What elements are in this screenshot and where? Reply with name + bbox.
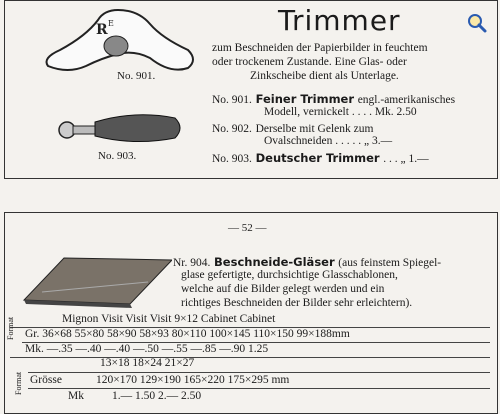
item-904-desc-1: (aus feinstem Spiegel- — [338, 257, 442, 269]
glass-plate-illustration — [22, 252, 172, 310]
item-902-no: No. 902. — [212, 123, 252, 135]
trimmer-901-illustration — [38, 6, 198, 76]
row-groesse: 120×170 129×190 165×220 175×295 mm — [96, 374, 290, 386]
magnifier-icon[interactable] — [466, 12, 488, 34]
item-904-no: Nr. 904. — [173, 257, 211, 269]
fig-901-caption: No. 901. — [117, 70, 156, 82]
item-901-line2: Modell, vernickelt . . . . Mk. 2.50 — [264, 106, 417, 118]
row-extra-formats: 13×18 18×24 21×27 — [100, 357, 195, 369]
format-label-1: Format — [6, 316, 15, 340]
item-902 — [212, 121, 373, 135]
item-903-name: Deutscher Trimmer — [255, 151, 380, 165]
item-903-no: No. 903. — [212, 153, 252, 165]
item-901 — [212, 92, 455, 106]
item-904-desc-4: richtiges Beschneiden der Bilder sehr erleichtern). — [181, 297, 413, 309]
row-mk-rule — [10, 357, 490, 358]
svg-text:R: R — [96, 22, 108, 38]
intro-line-2: oder trockenem Zustande. Eine Glas- oder — [212, 56, 407, 68]
item-902-rest: Derselbe mit Gelenk zum — [255, 123, 374, 135]
item-903 — [212, 151, 429, 165]
row-groesse-rule — [28, 388, 490, 389]
page-title: Trimmer — [278, 4, 401, 37]
item-901-no: No. 901. — [212, 94, 252, 106]
item-901-rest: engl.-amerikanisches — [357, 94, 456, 106]
format-label-2: Format — [14, 371, 23, 395]
intro-line-3: Zinkscheibe dient als Unterlage. — [250, 70, 399, 82]
item-904-desc-2: glase gefertigte, durchsichtige Glasschablonen, — [181, 269, 398, 281]
item-904-name: Beschneide-Gläser — [214, 255, 335, 269]
row-mk2-label: Mk — [68, 390, 84, 402]
page-number: — 52 — — [228, 222, 267, 234]
row-gr: Gr. 36×68 55×80 58×90 58×93 80×110 100×145 110×150 99×188mm — [25, 328, 350, 340]
fig-903-caption: No. 903. — [98, 150, 137, 162]
item-903-rest: . . . „ 1.— — [383, 153, 429, 165]
item-904 — [173, 255, 441, 269]
svg-text:E: E — [108, 19, 114, 28]
item-902-line2: Ovalschneiden . . . . . „ 3.— — [264, 135, 393, 147]
intro-line-1: zum Beschneiden der Papierbilder in feuchtem — [212, 42, 428, 54]
row-extra-rule — [28, 372, 490, 373]
trimmer-903-illustration — [55, 108, 185, 148]
item-901-name: Feiner Trimmer — [255, 92, 355, 106]
row-mk2: 1.— 1.50 2.— 2.50 — [112, 390, 202, 402]
column-heads: Mignon Visit Visit Visit 9×12 Cabinet Cabinet — [62, 313, 276, 325]
row-mk: Mk. —.35 —.40 —.40 —.50 —.55 —.85 —.90 1.25 — [25, 343, 269, 355]
row-groesse-label: Grösse — [30, 374, 62, 386]
item-904-desc-3: welche auf die Bilder gelegt werden und ein — [181, 283, 385, 295]
